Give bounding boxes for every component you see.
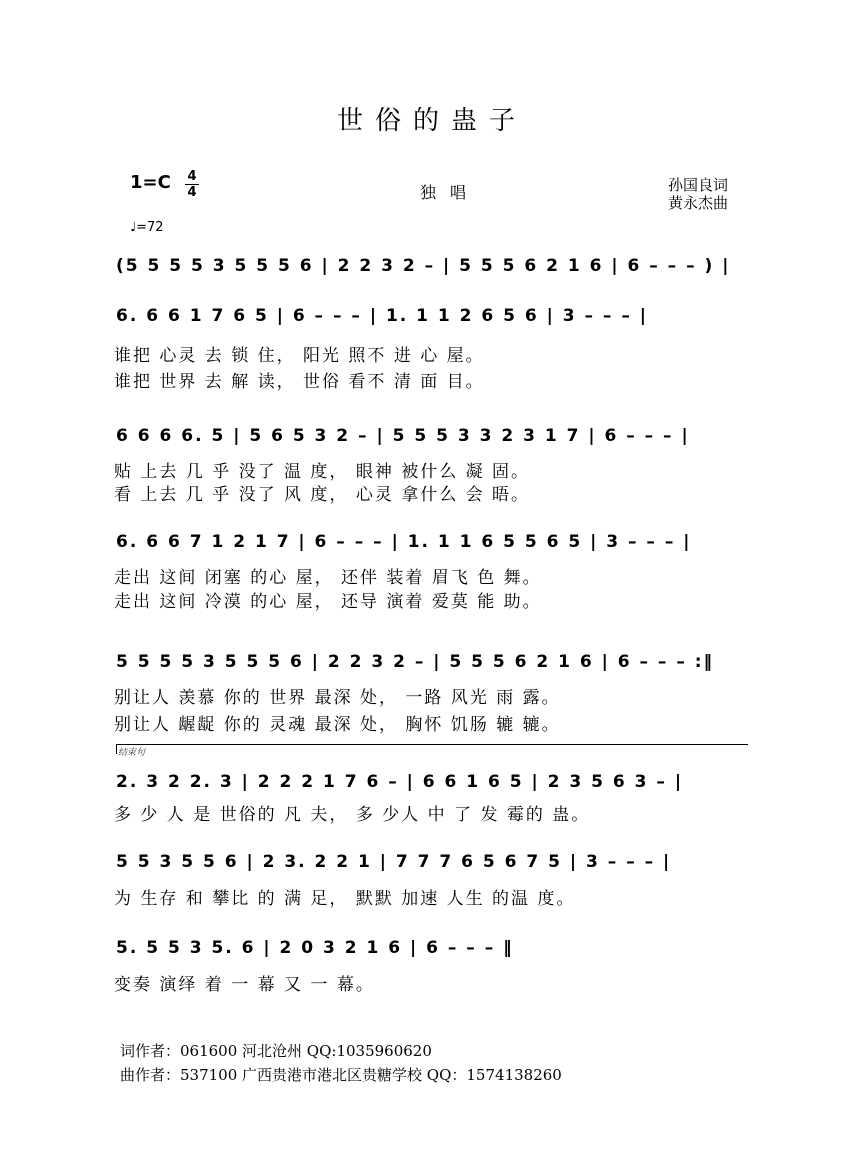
ending-bracket-rule bbox=[116, 744, 748, 745]
notation-line-4: 5 5 5 5 3 5 5 5 6 | 2 2 3 2 – | 5 5 5 6 2 1 6 | 6 – – – :‖ bbox=[116, 652, 715, 672]
notation-line-6: 5 5 3 5 5 6 | 2 3. 2 2 1 | 7 7 7 6 5 6 7 5 | 3 – – – | bbox=[116, 852, 672, 872]
lyricist-credit: 孙国良词 bbox=[668, 176, 729, 194]
lyric-line-5: 多 少 人 是 世俗的 凡 夫， 多 少人 中 了 发 霉的 蛊。 bbox=[114, 805, 591, 825]
performance-mode: 独唱 bbox=[420, 183, 481, 202]
ending-bracket-tick bbox=[116, 744, 117, 754]
lyricist-contact: 词作者：061600 河北沧州 QQ:1035960620 bbox=[120, 1042, 432, 1060]
lyric-line-1a: 谁把 心灵 去 锁 住， 阳光 照不 进 心 屋。 bbox=[114, 346, 485, 366]
ending-tag: 结束句 bbox=[118, 748, 146, 758]
lyric-line-7: 变奏 演绎 着 一 幕 又 一 幕。 bbox=[114, 975, 375, 995]
notation-line-intro: (5 5 5 5 3 5 5 5 6 | 2 2 3 2 – | 5 5 5 6 2 1 6 | 6 – – – ) | bbox=[116, 256, 731, 276]
notation-line-5: 2. 3 2 2. 3 | 2 2 2 1 7 6 – | 6 6 1 6 5 | 2 3 5 6 3 – | bbox=[116, 772, 684, 792]
lyric-line-4a: 别让人 羡慕 你的 世界 最深 处， 一路 风光 雨 露。 bbox=[114, 688, 561, 708]
time-signature bbox=[185, 170, 199, 199]
lyric-line-6: 为 生存 和 攀比 的 满 足， 默默 加速 人生 的温 度。 bbox=[114, 889, 576, 909]
time-signature-top: 4 bbox=[187, 169, 197, 184]
notation-line-1: 6. 6 6 1 7 6 5 | 6 – – – | 1. 1 1 2 6 5 6 | 3 – – – | bbox=[116, 306, 648, 326]
notation-line-2: 6 6 6 6. 5 | 5 6 5 3 2 – | 5 5 5 3 3 2 3 1 7 | 6 – – – | bbox=[116, 426, 690, 446]
lyric-line-4b: 别让人 龌龊 你的 灵魂 最深 处， 胸怀 饥肠 辘 辘。 bbox=[114, 715, 561, 735]
notation-line-3: 6. 6 6 7 1 2 1 7 | 6 – – – | 1. 1 1 6 5 5 6 5 | 3 – – – | bbox=[116, 532, 692, 552]
time-signature-bottom: 4 bbox=[187, 185, 197, 200]
lyric-line-3a: 走出 这间 闭塞 的心 屋， 还伴 装着 眉飞 色 舞。 bbox=[114, 568, 542, 588]
composer-contact: 曲作者：537100 广西贵港市港北区贵糖学校 QQ：1574138260 bbox=[120, 1066, 562, 1084]
tempo-marking: ♩=72 bbox=[130, 220, 164, 235]
song-title: 世俗的蛊子 bbox=[336, 106, 527, 136]
lyric-line-2a: 贴 上去 几 乎 没了 温 度， 眼神 被什么 凝 固。 bbox=[114, 462, 531, 482]
notation-line-7: 5. 5 5 3 5. 6 | 2 0 3 2 1 6 | 6 – – – ‖ bbox=[116, 938, 514, 958]
lyric-line-1b: 谁把 世界 去 解 读， 世俗 看不 清 面 目。 bbox=[114, 372, 485, 392]
key-signature: 1=C bbox=[130, 172, 171, 193]
composer-credit: 黄永杰曲 bbox=[668, 194, 729, 212]
lyric-line-2b: 看 上去 几 乎 没了 风 度， 心灵 拿什么 会 晤。 bbox=[114, 485, 531, 505]
lyric-line-3b: 走出 这间 冷漠 的心 屋， 还导 演着 爱莫 能 助。 bbox=[114, 592, 542, 612]
